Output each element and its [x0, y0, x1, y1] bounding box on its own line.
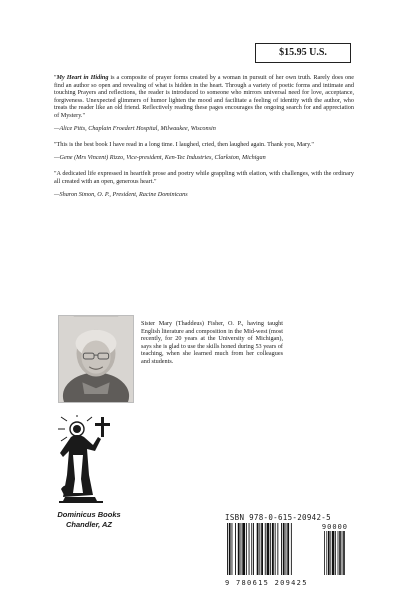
- blurb-text-1: is a composite of prayer forms created by a woman in pursuit of her own truth. Rarely does one find an author so open and revealing of what is hidden in the heart. Through a variety of poetic forms and intimate and touching Prayers and reflections, the reader is introduced to someone who mirrors universal need for love, acceptance, forgiveness. Unexpected glimmers of humor lighten the mood and facilitate a feeling of identity with the author, who treats the reader like an old friend. Reflectively reading these pages encourages the ongoing search for and appreciation of Mystery.": [54, 74, 354, 119]
- barcode-bar: [246, 523, 247, 575]
- blurb-quote-2: "This is the best book I have read in a long time. I laughed, cried, then laughed again. Thank you, Mary.": [54, 141, 314, 149]
- barcode-bar: [265, 523, 266, 575]
- blurb-quote-1: "My Heart in Hiding is a composite of prayer forms created by a woman in pursuit of her own truth. Rarely does one find an author so open and revealing of what is hidden in the heart. Through a variety of poetic forms and intimate and touching Prayers and reflections, the reader is introduced to someone who mirrors universal need for love, acceptance, forgiveness. Unexpected glimmers of humor lighten the mood and facilitate a feeling of identity with the author, who treats the reader like an old friend. Reflectively reading these pages encourages the ongoing search for and appreciation of Mystery.": [54, 74, 354, 119]
- blurb-quote-3: "A dedicated life expressed in heartfelt prose and poetry while grappling with elation, with challenges, with the ordinary all created with an open, generous heart.": [54, 170, 354, 185]
- blurb-attribution-1: —Alice Pitts, Chaplain Froedert Hospital, Milwaukee, Wisconsin: [54, 124, 216, 132]
- barcode-bar: [261, 523, 263, 575]
- price-barcode-bar: [343, 531, 345, 575]
- publisher-imprint: [44, 510, 134, 530]
- barcode-bar: [235, 523, 236, 575]
- price-barcode-bar: [324, 531, 325, 575]
- price-barcode-bar: [330, 531, 331, 575]
- barcode-bar: [232, 523, 233, 575]
- barcode-bar: [229, 523, 231, 575]
- barcode-bars: [225, 523, 350, 579]
- price-barcode-bar: [342, 531, 343, 575]
- barcode-bar: [291, 523, 292, 575]
- barcode-bar: [242, 523, 245, 575]
- saint-figure-icon: [57, 415, 119, 511]
- publisher-location: Chandler, AZ: [66, 520, 112, 529]
- barcode-bar: [257, 523, 259, 575]
- barcode-digits: 9 780615 209425: [225, 579, 308, 587]
- blurb-attribution-3: —Sharon Simon, O. P., President, Racine Dominicans: [54, 190, 188, 198]
- barcode-bar: [259, 523, 260, 575]
- barcode-bar: [253, 523, 254, 575]
- price-barcode-bar: [326, 531, 327, 575]
- barcode-bar: [251, 523, 252, 575]
- barcode-bar: [270, 523, 271, 575]
- author-bio: Sister Mary (Thaddeus) Fisher, O. P., having taught English literature and composition in the Mid-west (most recently, for 20 years at the University of Michigan), says she is glad to use the skills honed during 53 years of teaching, when she learned much from her colleagues and students.: [141, 320, 283, 365]
- price-barcode-bar: [339, 531, 341, 575]
- book-title: My Heart in Hiding: [56, 74, 109, 81]
- barcode-bar: [238, 523, 240, 575]
- price-box: $15.95 U.S.: [255, 43, 351, 63]
- barcode-bar: [275, 523, 276, 575]
- barcode-bar: [249, 523, 250, 575]
- barcode-price-code: 90000: [321, 523, 348, 531]
- barcode-bar: [286, 523, 287, 575]
- barcode-area: [225, 513, 350, 591]
- barcode-bar: [277, 523, 278, 575]
- barcode-bar: [227, 523, 228, 575]
- barcode-bar: [241, 523, 242, 575]
- barcode-bar: [272, 523, 274, 575]
- barcode-bar: [283, 523, 285, 575]
- price-barcode-bar: [328, 531, 330, 575]
- publisher-name: Dominicus Books: [57, 510, 121, 519]
- barcode-bar: [267, 523, 270, 575]
- author-portrait-image: [59, 316, 133, 402]
- barcode-bar: [287, 523, 289, 575]
- price-barcode-bar: [338, 531, 339, 575]
- price-barcode-bar: [332, 531, 334, 575]
- author-photo: [58, 315, 134, 403]
- blurb-attribution-2: —Gene (Mrs Vincent) Rizzo, Vice-president, Ken-Tec Industries, Clarkston, Michigan: [54, 153, 266, 161]
- dominican-saint-illustration: [57, 415, 119, 511]
- price-barcode-bar: [335, 531, 336, 575]
- isbn-label: ISBN 978-0-615-20942-5: [225, 513, 331, 522]
- barcode-bar: [281, 523, 282, 575]
- blurbs-section: [54, 74, 354, 207]
